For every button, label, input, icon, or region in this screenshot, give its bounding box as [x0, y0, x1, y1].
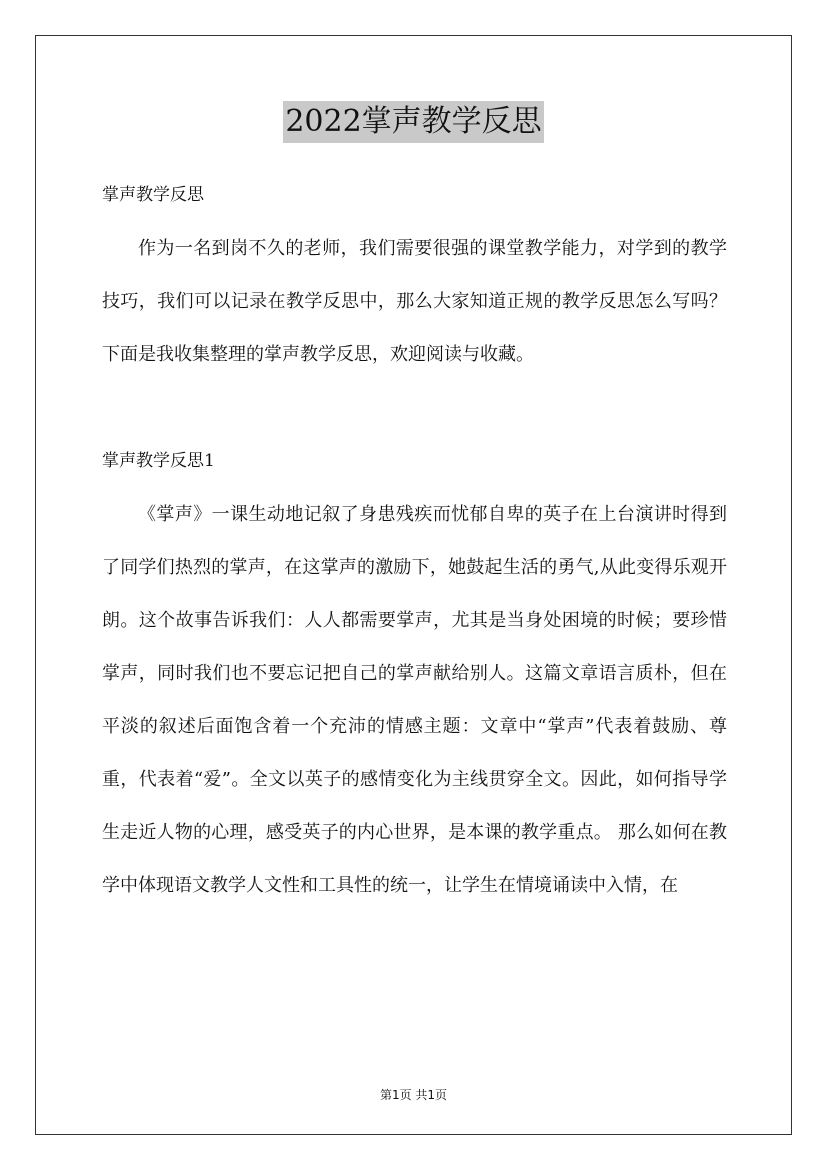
document-title-wrapper: [0, 100, 827, 143]
document-title: 2022掌声教学反思: [283, 101, 543, 143]
section1-paragraph: 《掌声》一课生动地记叙了身患残疾而忧郁自卑的英子在上台演讲时得到了同学们热烈的掌声，在这掌声的激励下，她鼓起生活的勇气,从此变得乐观开朗。这个故事告诉我们：人人都需要掌声，尤其是当身处困境的时候；要珍惜掌声，同时我们也不要忘记把自己的掌声献给别人。这篇文章语言质朴，但在平淡的叙述后面饱含着一个充沛的情感主题：文章中“掌声”代表着鼓励、尊重，代表着“爱”。全文以英子的感情变化为主线贯穿全文。因此，如何指导学生走近人物的心理，感受英子的内心世界，是本课的教学重点。 那么如何在教学中体现语文教学人文性和工具性的统一，让学生在情境诵读中入情，在: [102, 504, 727, 896]
page-footer: 第1页 共1页: [379, 1088, 448, 1102]
section1-heading: 掌声教学反思1: [102, 451, 215, 471]
section-spacer: [102, 381, 727, 434]
intro-paragraph: 作为一名到岗不久的老师，我们需要很强的课堂教学能力，对学到的教学技巧，我们可以记录在教学反思中，那么大家知道正规的教学反思怎么写吗？下面是我收集整理的掌声教学反思，欢迎阅读与收藏。: [102, 238, 727, 365]
intro-heading: 掌声教学反思: [102, 185, 204, 205]
document-body: [102, 168, 727, 912]
